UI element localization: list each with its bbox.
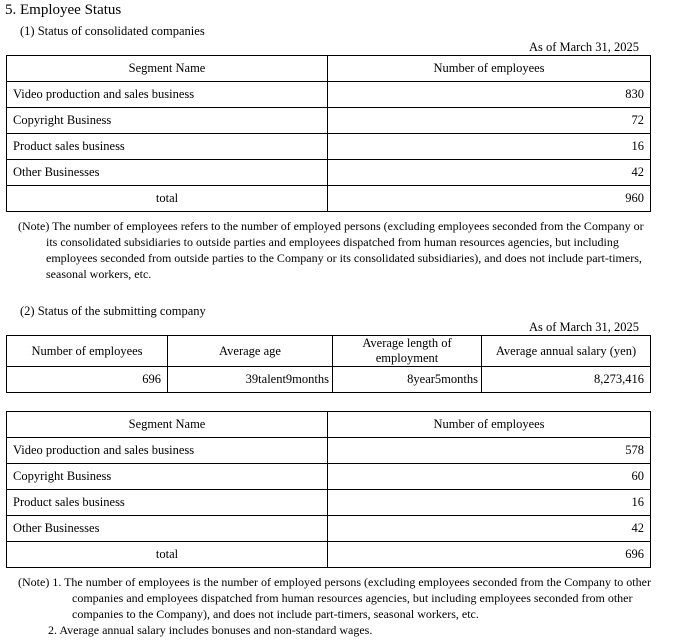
total-label: total [7,186,328,212]
submitting-company-heading: (2) Status of the submitting company [20,304,206,318]
submitting-company-note [18,574,658,638]
table-row [7,464,651,490]
note-line: employees seconded from outside parties to the Company or its consolidated subsidiaries), and does not include part-timers, [46,251,642,265]
consolidated-note [18,218,658,282]
table-row [7,516,651,542]
table-row [7,160,651,186]
employee-count: 42 [328,516,651,542]
table-row [7,108,651,134]
consolidated-heading: (1) Status of consolidated companies [20,24,205,38]
summary-table [6,335,651,393]
segment-name: Other Businesses [7,160,328,186]
total-value: 696 [328,542,651,568]
segment-name: Video production and sales business [7,82,328,108]
employee-count: 60 [328,464,651,490]
segment-name: Copyright Business [7,464,328,490]
note-line: 2. Average annual salary includes bonuses and non-standard wages. [48,623,373,637]
average-annual-salary: 8,273,416 [482,367,651,393]
note-line: seasonal workers, etc. [46,267,152,281]
col-header-employees: Number of employees [328,412,651,438]
consolidated-table [6,55,651,212]
table-row [7,134,651,160]
section-title: 5. Employee Status [5,2,122,18]
employee-count: 72 [328,108,651,134]
segment-name: Other Businesses [7,516,328,542]
submitting-segment-table [6,411,651,568]
col-header-employees: Number of employees [7,336,168,367]
table-row [7,490,651,516]
segment-name: Video production and sales business [7,438,328,464]
employee-count: 42 [328,160,651,186]
table-row [7,367,651,393]
total-label: total [7,542,328,568]
note-line: companies to the Company), and does not include part-timers, seasonal workers, etc. [72,607,479,621]
employee-count: 696 [7,367,168,393]
col-header-employees: Number of employees [328,56,651,82]
col-header-average-age: Average age [168,336,333,367]
as-of-date: As of March 31, 2025 [528,40,639,54]
col-header-segment: Segment Name [7,412,328,438]
employee-count: 16 [328,134,651,160]
segment-name: Copyright Business [7,108,328,134]
note-line: its consolidated subsidiaries to outside parties and employees dispatched from human resources agencies, but including [46,235,619,249]
average-age: 39talent9months [168,367,333,393]
col-header-annual-salary: Average annual salary (yen) [482,336,651,367]
table-row [7,82,651,108]
total-row [7,542,651,568]
table-row [7,438,651,464]
col-header-length-of-employment: Average length of employment [333,336,482,367]
note-line: (Note) The number of employees refers to the number of employed persons (excluding employees seconded from the Company or [18,219,644,233]
total-row [7,186,651,212]
segment-name: Product sales business [7,490,328,516]
total-value: 960 [328,186,651,212]
col-header-segment: Segment Name [7,56,328,82]
employee-count: 16 [328,490,651,516]
employee-count: 578 [328,438,651,464]
employee-count: 830 [328,82,651,108]
as-of-date: As of March 31, 2025 [528,320,639,334]
note-line: companies and employees dispatched from human resources agencies, but including employees seconded from other [72,591,633,605]
note-line: (Note) 1. The number of employees is the number of employed persons (excluding employees seconded from the Company to other [18,575,651,589]
segment-name: Product sales business [7,134,328,160]
average-length-of-employment: 8year5months [333,367,482,393]
